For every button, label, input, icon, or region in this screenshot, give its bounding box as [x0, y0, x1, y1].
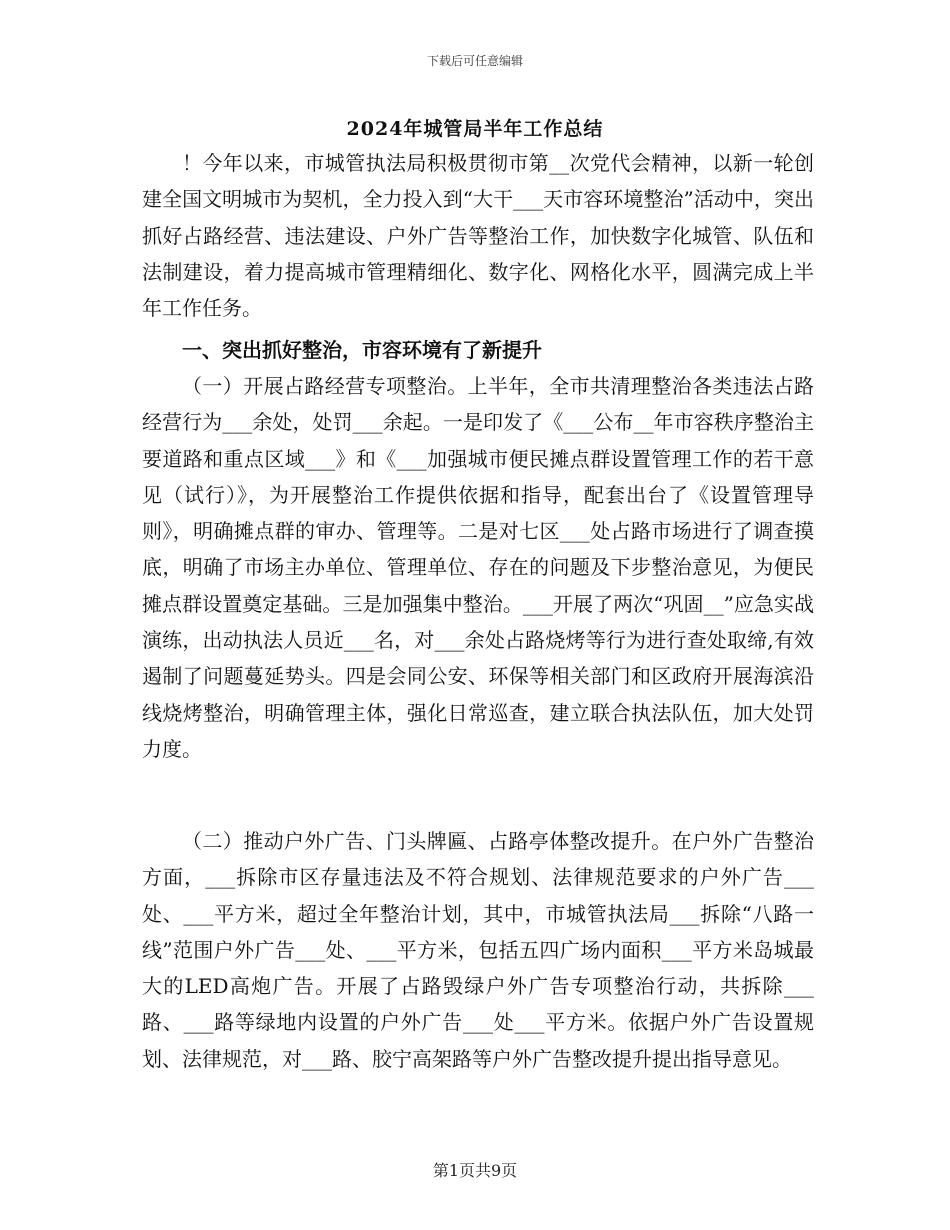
- paragraph-outdoor-ads: （二）推动户外广告、门头牌匾、占路亭体整改提升。在户外广告整治方面，___拆除市区存量违法及不符合规划、法律规范要求的户外广告___处、___平方米，超过全年整治计划，其中，市城管执法局___拆除“八路一线”范围户外广告___处、___平方米，包括五四广场内面积___平方米岛城最大的LED高炮广告。开展了占路毁绿户外广告专项整治行动，共拆除___路、___路等绿地内设置的户外广告___处___平方米。依据户外广告设置规划、法律规范，对___路、胶宁高架路等户外广告整改提升提出指导意见。: [142, 829, 814, 1071]
- paragraph-road-occupation: （一）开展占路经营专项整治。上半年，全市共清理整治各类违法占路经营行为___余处，处罚___余起。一是印发了《___公布__年市容秩序整治主要道路和重点区域___》和《___加强城市便民摊点群设置管理工作的若干意见（试行）》，为开展整治工作提供依据和指导，配套出台了《设置管理导则》，明确摊点群的审办、管理等。二是对七区___处占路市场进行了调查摸底，明确了市场主办单位、管理单位、存在的问题及下步整治意见，为便民摊点群设置奠定基础。三是加强集中整治。___开展了两次“巩固__”应急实战演练，出动执法人员近___名，对___余处占路烧烤等行为进行查处取缔,有效遏制了问题蔓延势头。四是会同公安、环保等相关部门和区政府开展海滨沿线烧烤整治，明确管理主体，强化日常巡查，建立联合执法队伍，加大处罚力度。: [142, 374, 814, 761]
- section-heading: 一、突出抓好整治，市容环境有了新提升: [182, 338, 542, 362]
- document-title: 2024年城管局半年工作总结: [346, 118, 604, 140]
- intro-paragraph: ！今年以来，市城管执法局积极贯彻市第__次党代会精神，以新一轮创建全国文明城市为契机，全力投入到“大干___天市容环境整治”活动中，突出抓好占路经营、违法建设、户外广告等整治工作，加快数字化城管、队伍和法制建设，着力提高城市管理精细化、数字化、网格化水平，圆满完成上半年工作任务。: [142, 151, 814, 321]
- page-indicator: 第1页共9页: [432, 1161, 518, 1180]
- header-note: 下载后可任意编辑: [426, 54, 523, 68]
